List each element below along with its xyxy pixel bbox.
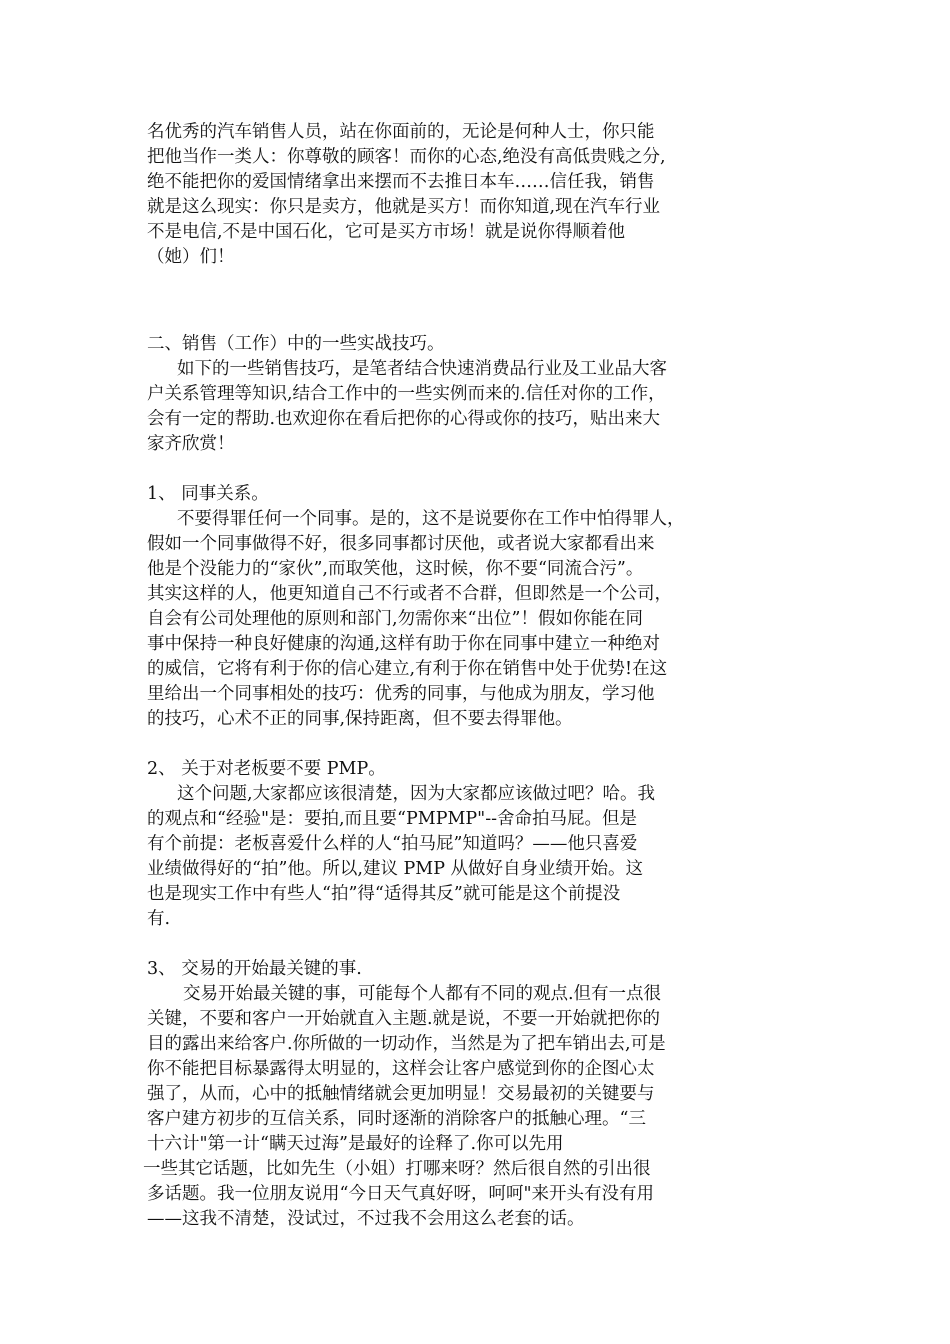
text-line: 不要得罪任何一个同事。是的，这不是说要你在工作中怕得罪人，: [177, 509, 685, 529]
text-line: 这个问题,大家都应该很清楚，因为大家都应该做过吧？哈。我: [177, 784, 656, 804]
text-line: 关键，不要和客户一开始就直入主题.就是说，不要一开始就把你的: [147, 1009, 661, 1029]
text-line: 自会有公司处理他的原则和部门,勿需你来“出位”！假如你能在同: [147, 609, 643, 629]
document-body: [143, 120, 815, 1232]
spacer: [147, 457, 815, 482]
text-line: 不是电信,不是中国石化，它可是买方市场！就是说你得顺着他: [147, 222, 626, 242]
text-line: 把他当作一类人：你尊敬的顾客！而你的心态,绝没有高低贵贱之分,: [147, 147, 666, 167]
item-1-paragraph: [147, 482, 815, 732]
section-heading: 二、销售（工作）中的一些实战技巧。: [147, 334, 445, 354]
spacer: [147, 732, 815, 757]
text-line: 多话题。我一位朋友说用“今日天气真好呀，呵呵"来开头有没有用: [147, 1184, 654, 1204]
text-line: 会有一定的帮助.也欢迎你在看后把你的心得或你的技巧，贴出来大: [147, 409, 661, 429]
item-heading: 1、 同事关系。: [147, 484, 269, 504]
text-line: 其实这样的人，他更知道自己不行或者不合群，但即然是一个公司，: [147, 584, 672, 604]
text-line: 名优秀的汽车销售人员，站在你面前的，无论是何种人士，你只能: [147, 122, 655, 142]
text-line: 有个前提：老板喜爱什么样的人“拍马屁”知道吗？——他只喜爱: [147, 834, 638, 854]
text-line: ——这我不清楚，没试过，不过我不会用这么老套的话。: [147, 1209, 585, 1229]
text-line: 你不能把目标暴露得太明显的，这样会让客户感觉到你的企图心太: [147, 1059, 655, 1079]
text-line: 一些其它话题，比如先生（小姐）打哪来呀？然后很自然的引出很: [143, 1159, 651, 1179]
text-line: 客户建方初步的互信关系，同时逐渐的消除客户的抵触心理。“三: [147, 1109, 646, 1129]
text-line: 有.: [147, 909, 171, 929]
item-heading: 2、 关于对老板要不要 PMP。: [147, 759, 386, 779]
text-line: 里给出一个同事相处的技巧：优秀的同事，与他成为朋友，学习他: [147, 684, 655, 704]
section-2-paragraph: [147, 332, 815, 457]
text-line: 目的露出来给客户.你所做的一切动作，当然是为了把车销出去,可是: [147, 1034, 666, 1054]
text-line: 假如一个同事做得不好，很多同事都讨厌他，或者说大家都看出来: [147, 534, 655, 554]
text-line: 如下的一些销售技巧，是笔者结合快速消费品行业及工业品大客: [177, 359, 667, 379]
text-line: 交易开始最关键的事，可能每个人都有不同的观点.但有一点很: [183, 984, 662, 1004]
text-line: 事中保持一种良好健康的沟通,这样有助于你在同事中建立一种绝对: [147, 634, 661, 654]
item-3-paragraph: [143, 957, 815, 1232]
text-line: 业绩做得好的“拍”他。所以,建议 PMP 从做好自身业绩开始。这: [147, 859, 644, 879]
text-line: 十六计"第一计“瞒天过海”是最好的诠释了.你可以先用: [147, 1134, 564, 1154]
text-line: （她）们！: [147, 247, 235, 267]
text-line: 家齐欣赏！: [147, 434, 235, 454]
text-line: 他是个没能力的“家伙”,而取笑他，这时候，你不要“同流合污”。: [147, 559, 644, 579]
item-heading: 3、 交易的开始最关键的事.: [147, 959, 362, 979]
text-line: 强了，从而，心中的抵触情绪就会更加明显！交易最初的关键要与: [147, 1084, 655, 1104]
text-line: 绝不能把你的爱国情绪拿出来摆而不去推日本车……信任我，销售: [147, 172, 655, 192]
text-line: 也是现实工作中有些人“拍”得“适得其反”就可能是这个前提没: [147, 884, 621, 904]
text-line: 的观点和“经验"是：要拍,而且要“PMPMP"--舍命拍马屁。但是: [147, 809, 638, 829]
text-line: 就是这么现实：你只是卖方，他就是买方！而你知道,现在汽车行业: [147, 197, 661, 217]
intro-paragraph: [147, 120, 815, 270]
text-line: 的威信，它将有利于你的信心建立,有利于你在销售中处于优势!在这: [147, 659, 668, 679]
text-line: 的技巧，心术不正的同事,保持距离，但不要去得罪他。: [147, 709, 573, 729]
item-2-paragraph: [147, 757, 815, 932]
spacer: [147, 270, 815, 332]
spacer: [147, 932, 815, 957]
text-line: 户关系管理等知识,结合工作中的一些实例而来的.信任对你的工作，: [147, 384, 666, 404]
